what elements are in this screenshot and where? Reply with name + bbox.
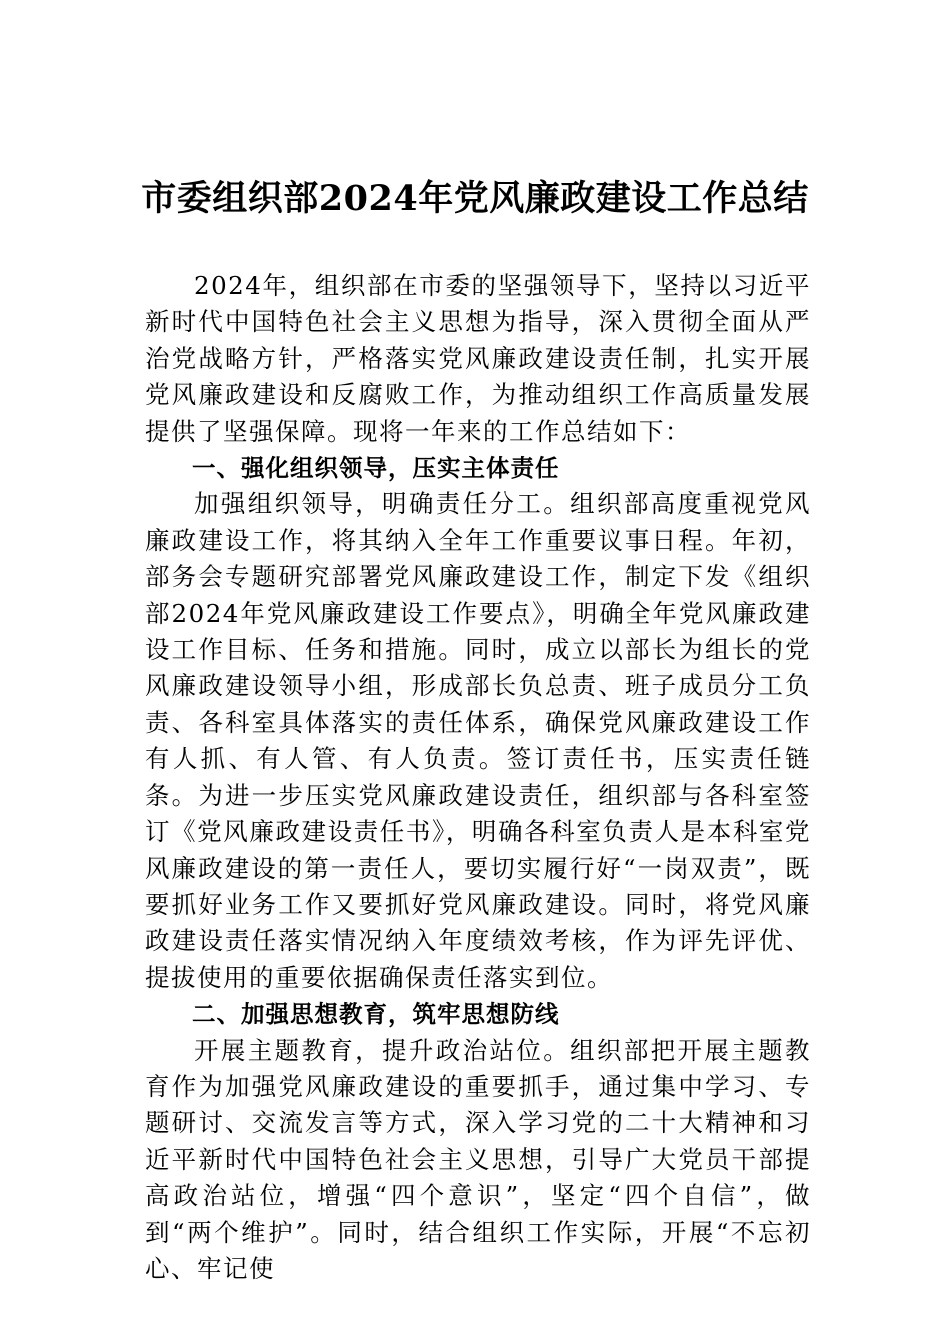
section-heading-1: 一、强化组织领导，压实主体责任 [192,454,560,483]
document-body [145,268,811,1287]
document-title: 市委组织部2024年党风廉政建设工作总结 [141,178,809,219]
section-paragraph-1: 加强组织领导，明确责任分工。组织部高度重视党风廉政建设工作，将其纳入全年工作重要议事日程。年初，部务会专题研究部署党风廉政建设工作，制定下发《组织部2024年党风廉政建设工作要点》，明确全年党风廉政建设工作目标、任务和措施。同时，成立以部长为组长的党风廉政建设领导小组，形成部长负总责、班子成员分工负责、各科室具体落实的责任体系，确保党风廉政建设工作有人抓、有人管、有人负责。签订责任书，压实责任链条。为进一步压实党风廉政建设责任，组织部与各科室签订《党风廉政建设责任书》，明确各科室负责人是本科室党风廉政建设的第一责任人，要切实履行好“一岗双责”，既要抓好业务工作又要抓好党风廉政建设。同时，将党风廉政建设责任落实情况纳入年度绩效考核，作为评先评优、提拔使用的重要依据确保责任落实到位。 [145,489,811,992]
section-paragraph-2: 开展主题教育，提升政治站位。组织部把开展主题教育作为加强党风廉政建设的重要抓手，通过集中学习、专题研讨、交流发言等方式，深入学习党的二十大精神和习近平新时代中国特色社会主义思想，引导广大党员干部提高政治站位，增强“四个意识”，坚定“四个自信”，做到“两个维护”。同时，结合组织工作实际，开展“不忘初心、牢记使 [145,1035,811,1283]
intro-paragraph: 2024年，组织部在市委的坚强领导下，坚持以习近平新时代中国特色社会主义思想为指导，深入贯彻全面从严治党战略方针，严格落实党风廉政建设责任制，扎实开展党风廉政建设和反腐败工作，为推动组织工作高质量发展提供了坚强保障。现将一年来的工作总结如下： [145,271,811,446]
section-heading-2: 二、加强思想教育，筑牢思想防线 [192,1000,560,1029]
